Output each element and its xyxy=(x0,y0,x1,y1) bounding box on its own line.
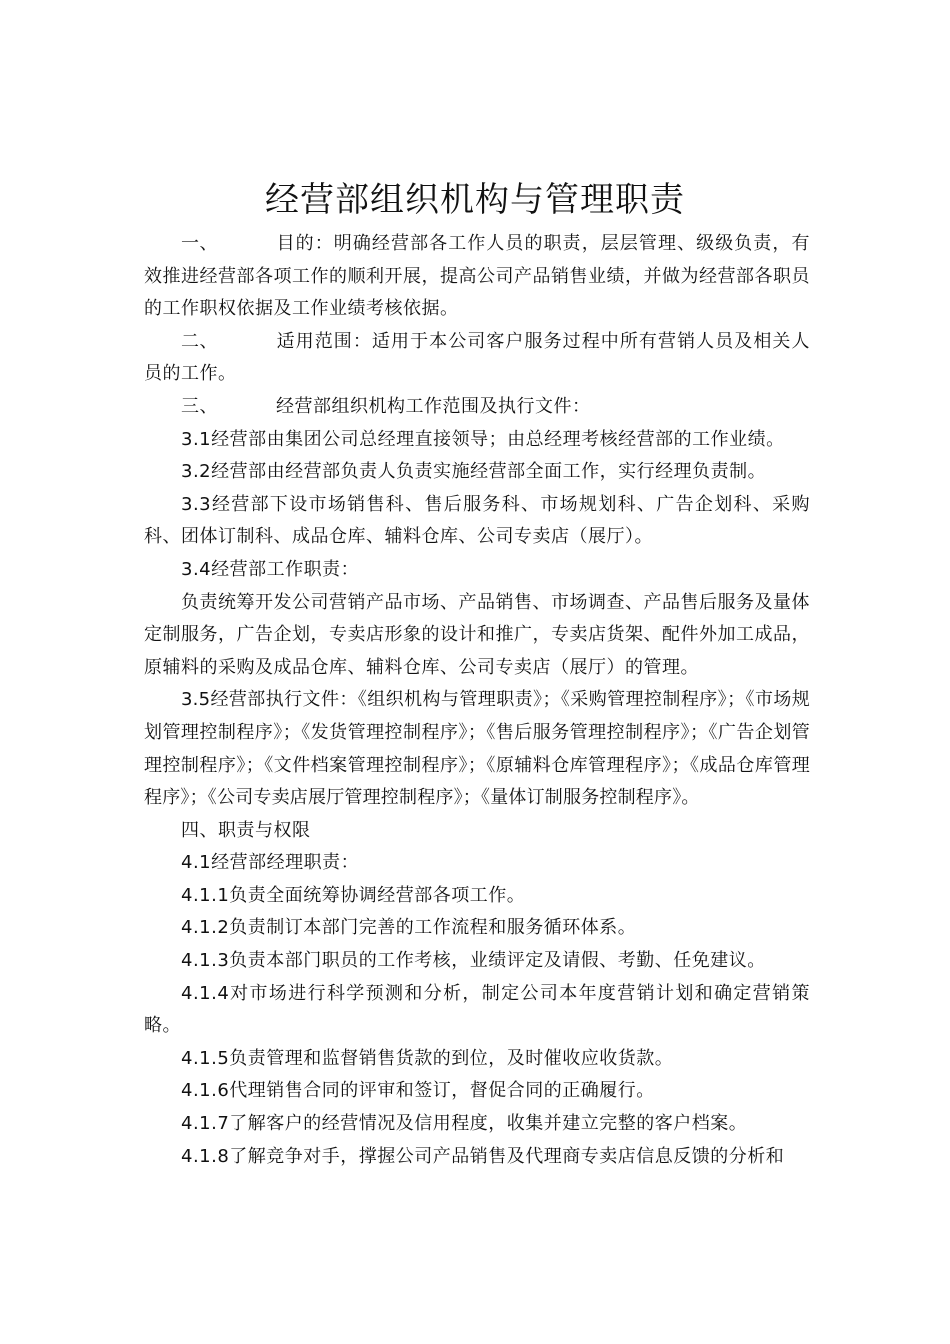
paragraph-4-1-7: 4.1.7了解客户的经营情况及信用程度，收集并建立完整的客户档案。 xyxy=(181,1113,748,1135)
paragraph-4-1-8: 4.1.8了解竞争对手，撑握公司产品销售及代理商专卖店信息反馈的分析和 xyxy=(181,1145,785,1167)
section-3-text: 经营部组织机构工作范围及执行文件： xyxy=(276,395,591,417)
document-body xyxy=(144,228,810,1173)
section-1-text: 目的：明确经营部各工作人员的职责，层层管理、级级负责，有效推进经营部各项工作的顺利开展，提高公司产品销售业绩，并做为经营部各职员的工作职权依据及工作业绩考核依据。 xyxy=(144,233,810,320)
paragraph-3-4: 3.4经营部工作职责： xyxy=(181,558,360,580)
section-2-number: 二、 xyxy=(181,330,218,352)
paragraph-4-1-2: 4.1.2负责制订本部门完善的工作流程和服务循环体系。 xyxy=(181,917,637,939)
paragraph-4-1-3: 4.1.3负责本部门职员的工作考核，业绩评定及请假、考勤、任免建议。 xyxy=(181,950,766,972)
paragraph-4-1-5: 4.1.5负责管理和监督销售货款的到位，及时催收应收货款。 xyxy=(181,1047,674,1069)
section-3-number: 三、 xyxy=(181,395,218,417)
paragraph-3-3: 3.3经营部下设市场销售科、售后服务科、市场规划科、广告企划科、采购科、团体订制科、成品仓库、辅料仓库、公司专卖店（展厅）。 xyxy=(144,493,810,548)
section-2 xyxy=(144,326,810,391)
section-2-text: 适用范围：适用于本公司客户服务过程中所有营销人员及相关人员的工作。 xyxy=(144,330,810,385)
section-1 xyxy=(144,228,810,326)
document-title: 经营部组织机构与管理职责 xyxy=(265,180,685,220)
paragraph-3-1: 3.1经营部由集团公司总经理直接领导；由总经理考核经营部的工作业绩。 xyxy=(181,428,785,450)
paragraph-4-1: 4.1经营部经理职责： xyxy=(181,852,360,874)
paragraph-3-5: 3.5经营部执行文件：《组织机构与管理职责》；《采购管理控制程序》；《市场规划管理控制程序》；《发货管理控制程序》；《售后服务管理控制程序》；《广告企划管理控制程序》；《文件档案管理控制程序》；《原辅料仓库管理程序》；《成品仓库管理程序》；《公司专卖店展厅管理控制程序》；《量体订制服务控制程序》。 xyxy=(144,689,810,809)
paragraph-4-1-6: 4.1.6代理销售合同的评审和签订，督促合同的正确履行。 xyxy=(181,1080,655,1102)
paragraph-3-4-body: 负责统筹开发公司营销产品市场、产品销售、市场调查、产品售后服务及量体定制服务，广告企划，专卖店形象的设计和推广，专卖店货架、配件外加工成品，原辅料的采购及成品仓库、辅料仓库、公司专卖店（展厅）的管理。 xyxy=(144,591,810,678)
paragraph-4-1-4: 4.1.4对市场进行科学预测和分析，制定公司本年度营销计划和确定营销策略。 xyxy=(144,982,810,1037)
section-4-heading: 四、职责与权限 xyxy=(181,819,311,841)
section-1-number: 一、 xyxy=(181,233,218,254)
section-3 xyxy=(144,391,810,424)
paragraph-4-1-1: 4.1.1负责全面统筹协调经营部各项工作。 xyxy=(181,884,526,906)
paragraph-3-2: 3.2经营部由经营部负责人负责实施经营部全面工作，实行经理负责制。 xyxy=(181,461,767,483)
